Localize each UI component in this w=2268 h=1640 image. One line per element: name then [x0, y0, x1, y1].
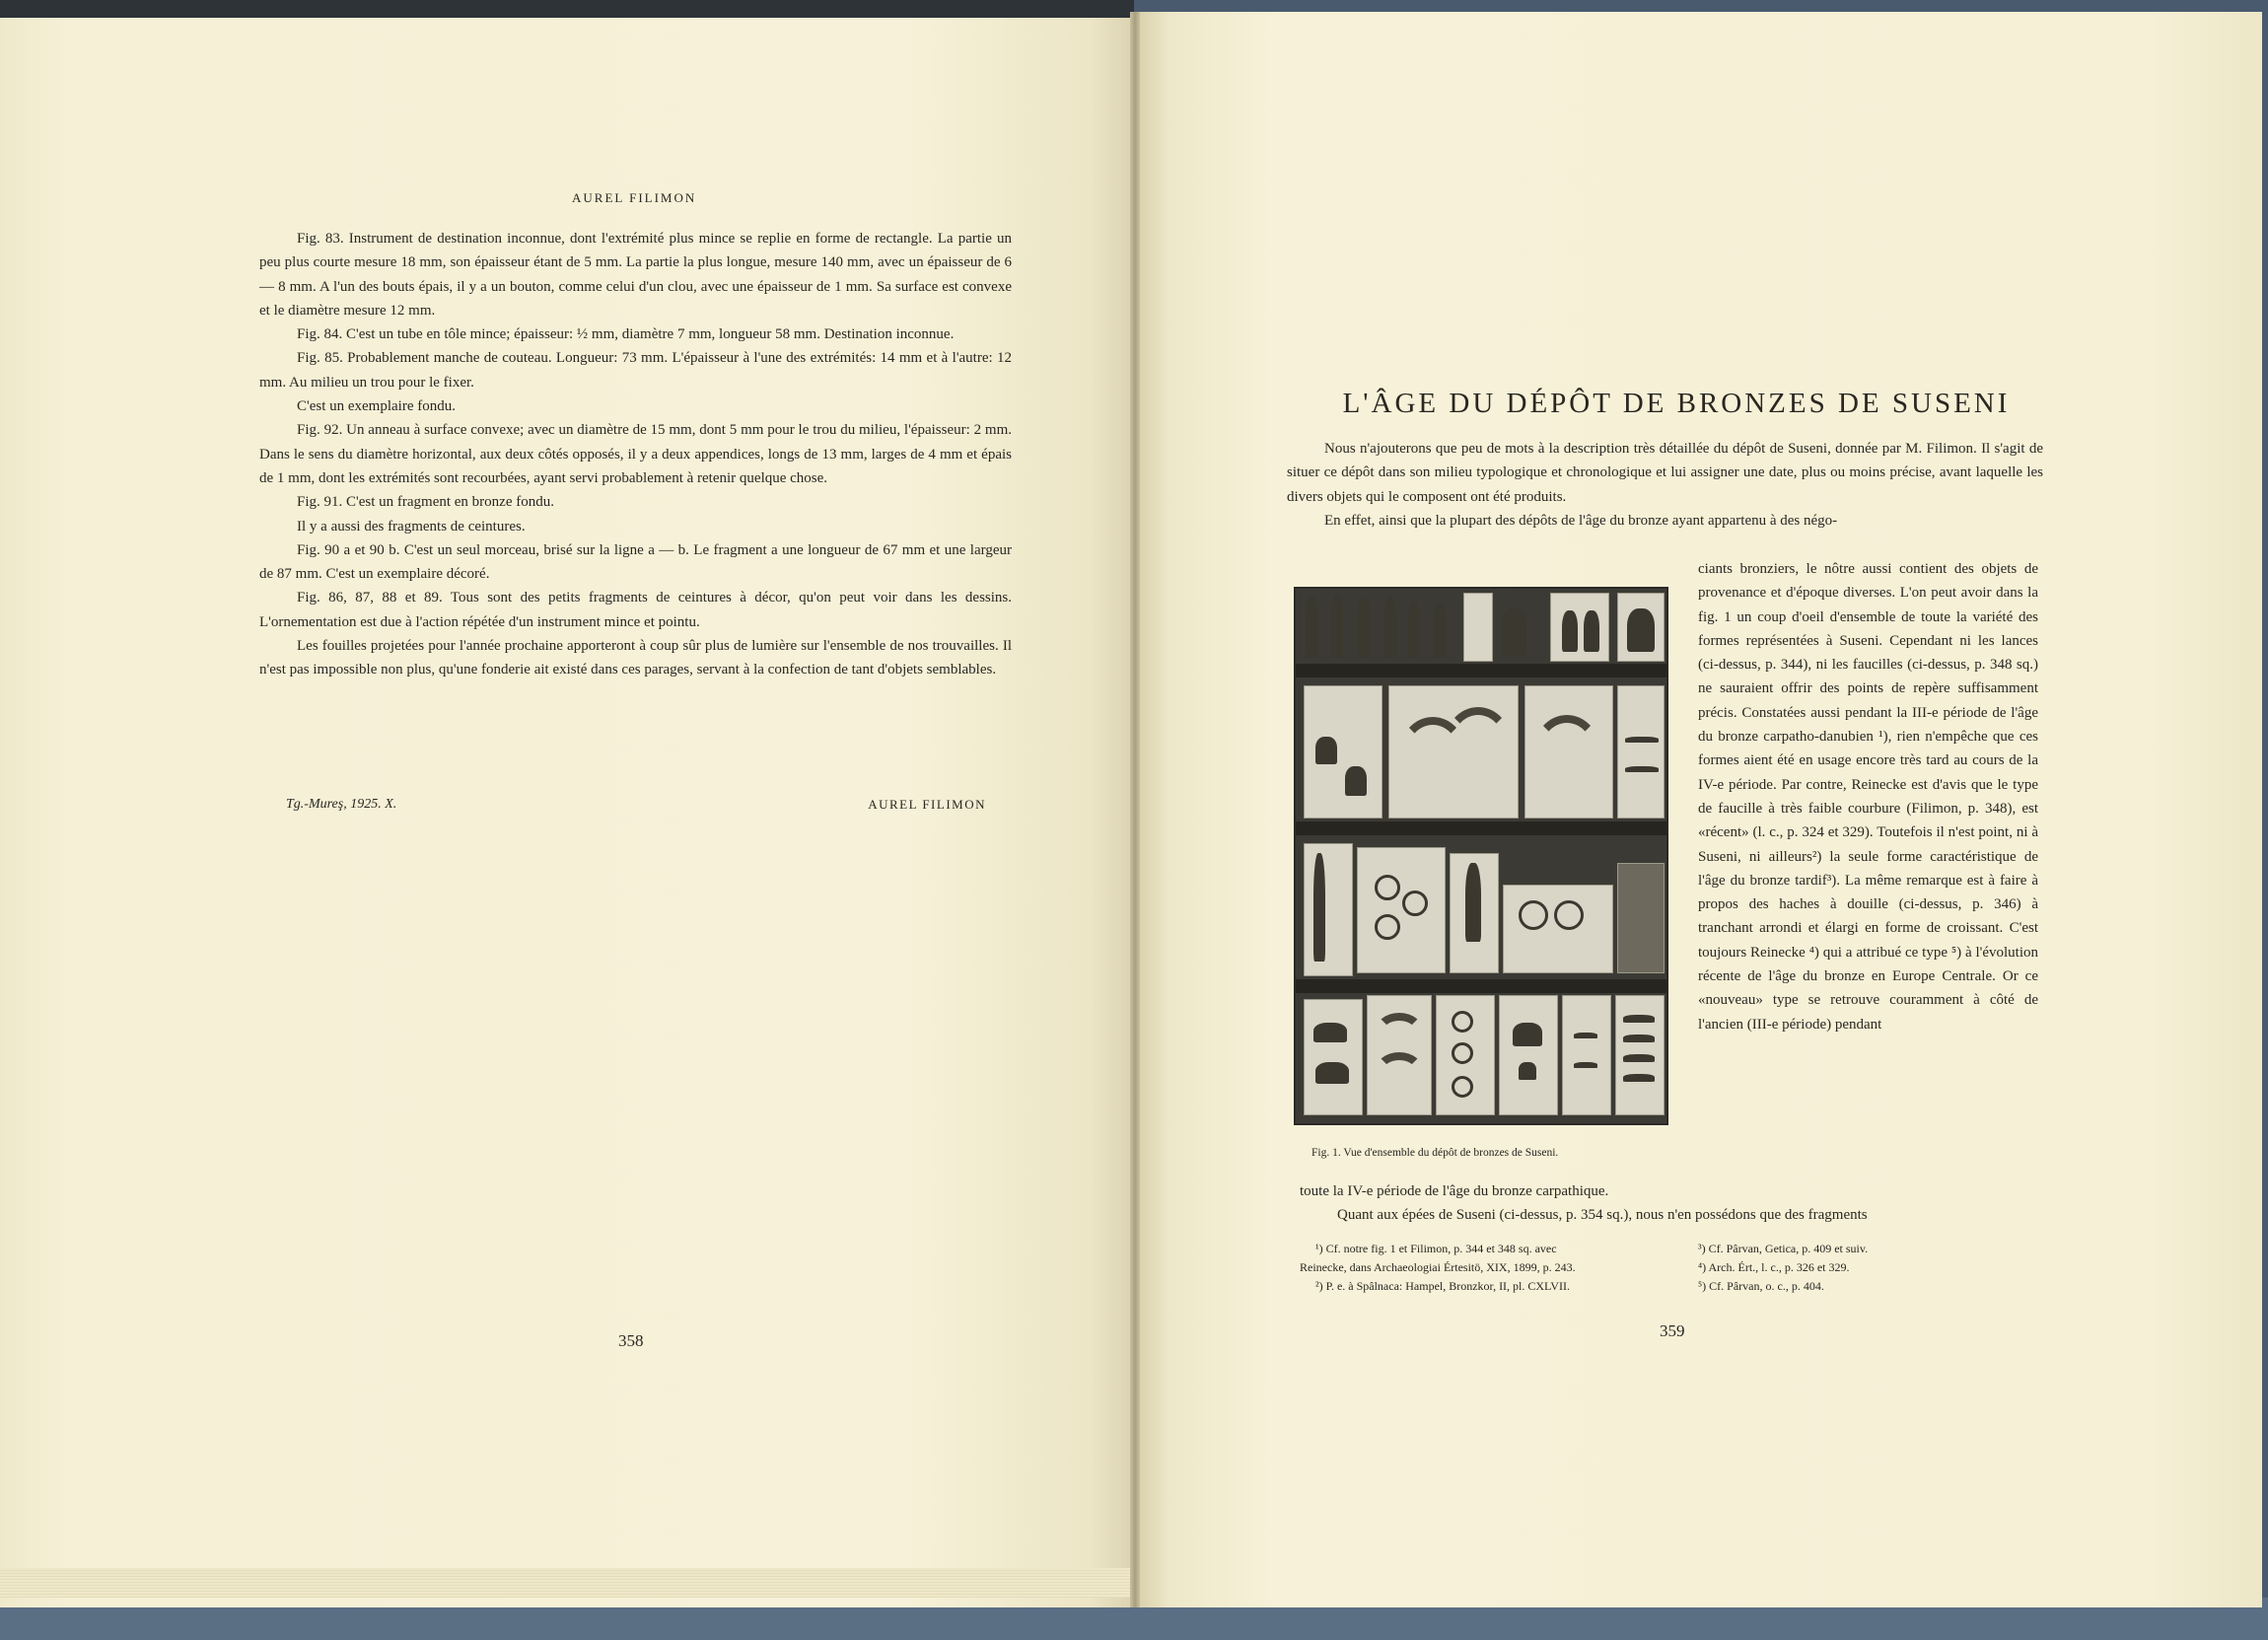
paragraph-fig92: Fig. 92. Un anneau à surface convexe; avec un diamètre de 15 mm, dont 5 mm pour le trou du milieu, l'épaisseur: 2 mm. Dans le sens du diamètre horizontal, aux deux côtés opposés, il y a deux appendices, longs de 13 mm, larges de 4 mm et épais de 1 mm, dont les extrémités sont recourbées, ayant servi probablement à retenir quelque chose.	[259, 422, 1012, 486]
footnote-1-cont: Reinecke, dans Archaeologiai Értesitö, XIX, 1899, p. 243.	[1300, 1260, 1576, 1274]
page-number-right: 359	[1660, 1321, 1685, 1340]
paragraph-fig84: Fig. 84. C'est un tube en tôle mince; épaisseur: ½ mm, diamètre 7 mm, longueur 58 mm. Destination inconnue.	[297, 326, 955, 343]
book-gutter	[1130, 12, 1140, 1607]
footnote-1: ¹) Cf. notre fig. 1 et Filimon, p. 344 et 348 sq. avec	[1315, 1242, 1557, 1255]
footnotes-left	[1300, 1240, 1669, 1296]
paragraph-fig85: Fig. 85. Probablement manche de couteau. Longueur: 73 mm. L'épaisseur à l'une des extrémités: 14 mm et à l'autre: 12 mm. Au milieu un trou pour le fixer.	[259, 350, 1012, 391]
paragraph-ceintures: Il y a aussi des fragments de ceintures.	[297, 518, 526, 535]
paragraph-fig90: Fig. 90 a et 90 b. C'est un seul morceau, brisé sur la ligne a — b. Le fragment a une longueur de 67 mm et une largeur de 87 mm. C'est un exemplaire décoré.	[259, 541, 1012, 583]
paragraph-fondu: C'est un exemplaire fondu.	[297, 398, 456, 415]
footnote-5: ⁵) Cf. Pârvan, o. c., p. 404.	[1698, 1279, 1824, 1293]
paragraph-fig86-89: Fig. 86, 87, 88 et 89. Tous sont des petits fragments de ceintures à décor, qu'on peut voir dans les dessins. L'ornementation est due à l'action répétée d'un instrument mince et pointu.	[259, 590, 1012, 630]
signature-name: AUREL FILIMON	[868, 797, 986, 812]
paragraph-fig91: Fig. 91. C'est un fragment en bronze fondu.	[297, 494, 554, 511]
footnotes-right	[1698, 1240, 2053, 1296]
tail-paragraph-2: Quant aux épées de Suseni (ci-dessus, p. 354 sq.), nous n'en possédons que des fragments	[1337, 1207, 1868, 1224]
figure-caption: Fig. 1. Vue d'ensemble du dépôt de bronzes de Suseni.	[1311, 1147, 1559, 1159]
page-number-left: 358	[618, 1331, 644, 1350]
page-edges	[0, 1568, 1136, 1598]
paragraph-fig83: Fig. 83. Instrument de destination inconnue, dont l'extrémité plus mince se replie en forme de rectangle. La partie un peu plus courte mesure 18 mm, son épaisseur étant de 5 mm. La partie la plus longue, mesure 140 mm, avec un épaisseur de 6 — 8 mm. A l'un des bouts épais, il y a un bouton, comme celui d'un clou, avec une épaisseur de 1 mm. Sa surface est convexe et le diamètre mesure 12 mm.	[259, 231, 1012, 319]
paragraph-fouilles: Les fouilles projetées pour l'année prochaine apporteront à coup sûr plus de lumière sur l'ensemble de nos trouvailles. Il n'est pas impossible non plus, qu'une fonderie ait existé dans ces parages, servant à la confection de tant d'objets semblables.	[259, 638, 1012, 678]
footnote-4: ⁴) Arch. Ért., l. c., p. 326 et 329.	[1698, 1260, 1850, 1274]
intro-paragraph-1: Nous n'ajouterons que peu de mots à la description très détaillée du dépôt de Suseni, donnée par M. Filimon. Il s'agit de situer ce dépôt dans son milieu typologique et chronologique et lui assigner une date, plus ou moins précise, avant laquelle les divers objets qui le composent ont été produits.	[1287, 441, 2043, 505]
footnote-3: ³) Cf. Pârvan, Getica, p. 409 et suiv.	[1698, 1242, 1869, 1255]
tail-line-1: toute la IV-e période de l'âge du bronze carpathique.	[1300, 1183, 1609, 1199]
article-title: L'ÂGE DU DÉPÔT DE BRONZES DE SUSENI	[1342, 388, 2011, 419]
right-intro-text	[1287, 437, 2043, 533]
intro-paragraph-2: En effet, ainsi que la plupart des dépôts de l'âge du bronze ayant appartenu à des négo-	[1324, 512, 1838, 529]
footnote-2: ²) P. e. à Spâlnaca: Hampel, Bronzkor, II, pl. CXLVII.	[1315, 1279, 1570, 1293]
left-body-text	[259, 227, 1012, 682]
right-narrow-column	[1698, 557, 2038, 1036]
narrow-column-text: ciants bronziers, le nôtre aussi contient des objets de provenance et d'époque diverses. L'on peut avoir dans la fig. 1 un coup d'oeil d'ensemble de toute la variété des formes représentées à Suseni. Cependant ni les lances (ci-dessus, p. 344), ni les faucilles (ci-dessus, p. 348 sq.) ne sauraient offrir des points de repère suffisamment précis. Constatées aussi pendant la III-e période de l'âge du bronze carpatho-danubien ¹), rien n'empêche que ces formes aient été en usage encore très tard au cours de la IV-e période. Par contre, Reinecke est d'avis que le type de faucille à très faible courbure (Filimon, p. 348), est «récent» (l. c., p. 324 et 329). Toutefois il n'est point, ni à Suseni, ni ailleurs²) la seule forme caractéristique de l'âge du bronze tardif³). La même remarque est à faire à propos des haches à douille (ci-dessus, p. 346) à tranchant arrondi et élargi en forme de croissant. C'est toujours Reinecke ⁴) qui a attribué ce type ⁵) à l'évolution récente de l'âge du bronze en Europe Centrale. Or ce «nouveau» type se retrouve couramment à côté de l'ancien (III-e période) pendant	[1698, 561, 2038, 1033]
figure-photo-bronze-hoard	[1294, 587, 1668, 1125]
right-tail-text	[1300, 1179, 2044, 1228]
signature-place: Tg.-Mureş, 1925. X.	[286, 797, 397, 812]
running-head: AUREL FILIMON	[572, 190, 697, 205]
signature-row	[286, 797, 986, 813]
